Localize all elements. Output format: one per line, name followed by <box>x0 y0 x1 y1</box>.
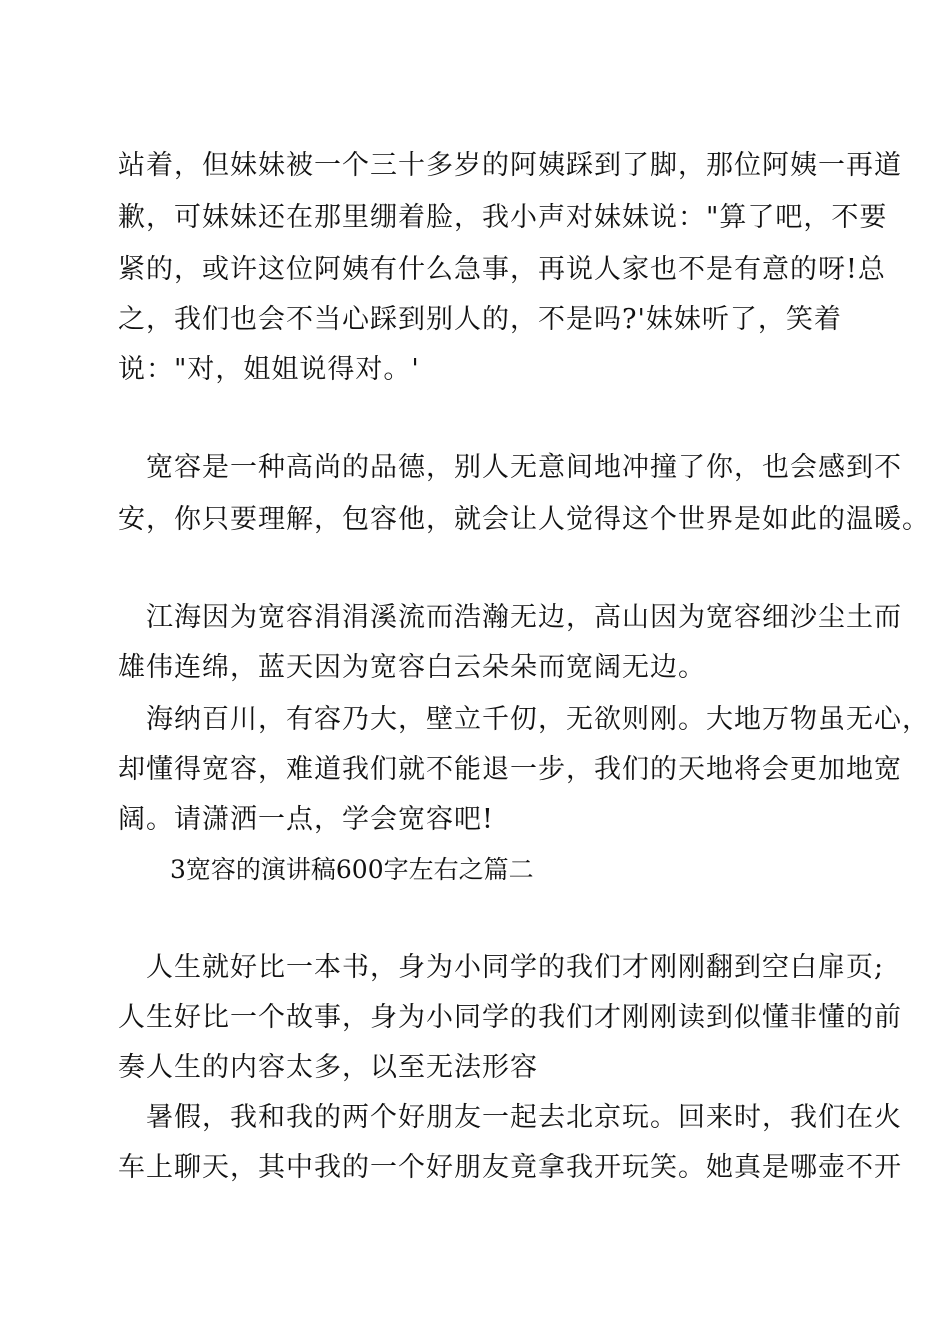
text-line: 海纳百川，有容乃大，壁立千仞，无欲则刚。大地万物虽无心， <box>146 704 930 735</box>
text-line: 安，你只要理解，包容他，就会让人觉得这个世界是如此的温暖。 <box>118 504 930 535</box>
section-heading: 3宽容的演讲稿600字左右之篇二 <box>170 855 534 884</box>
text-line: 歉，可妹妹还在那里绷着脸，我小声对妹妹说："算了吧，不要 <box>118 202 888 233</box>
text-line: 雄伟连绵，蓝天因为宽容白云朵朵而宽阔无边。 <box>118 652 706 683</box>
text-line: 阔。请潇洒一点，学会宽容吧! <box>118 804 494 835</box>
text-line: 人生好比一个故事，身为小同学的我们才刚刚读到似懂非懂的前 <box>118 1002 902 1033</box>
text-line: 暑假，我和我的两个好朋友一起去北京玩。回来时，我们在火 <box>146 1102 902 1133</box>
text-line: 宽容是一种高尚的品德，别人无意间地冲撞了你，也会感到不 <box>146 452 902 483</box>
text-line: 之，我们也会不当心踩到别人的，不是吗?'妹妹听了，笑着 <box>118 304 842 335</box>
text-line: 人生就好比一本书，身为小同学的我们才刚刚翻到空白扉页; <box>146 952 885 983</box>
text-line: 站着，但妹妹被一个三十多岁的阿姨踩到了脚，那位阿姨一再道 <box>118 150 902 181</box>
text-line: 却懂得宽容，难道我们就不能退一步，我们的天地将会更加地宽 <box>118 754 902 785</box>
text-line: 奏人生的内容太多，以至无法形容 <box>118 1052 538 1083</box>
text-line: 车上聊天，其中我的一个好朋友竟拿我开玩笑。她真是哪壶不开 <box>118 1152 902 1183</box>
text-line: 紧的，或许这位阿姨有什么急事，再说人家也不是有意的呀!总 <box>118 254 886 285</box>
text-line: 说："对，姐姐说得对。' <box>118 354 420 385</box>
text-line: 江海因为宽容涓涓溪流而浩瀚无边，高山因为宽容细沙尘土而 <box>146 602 902 633</box>
